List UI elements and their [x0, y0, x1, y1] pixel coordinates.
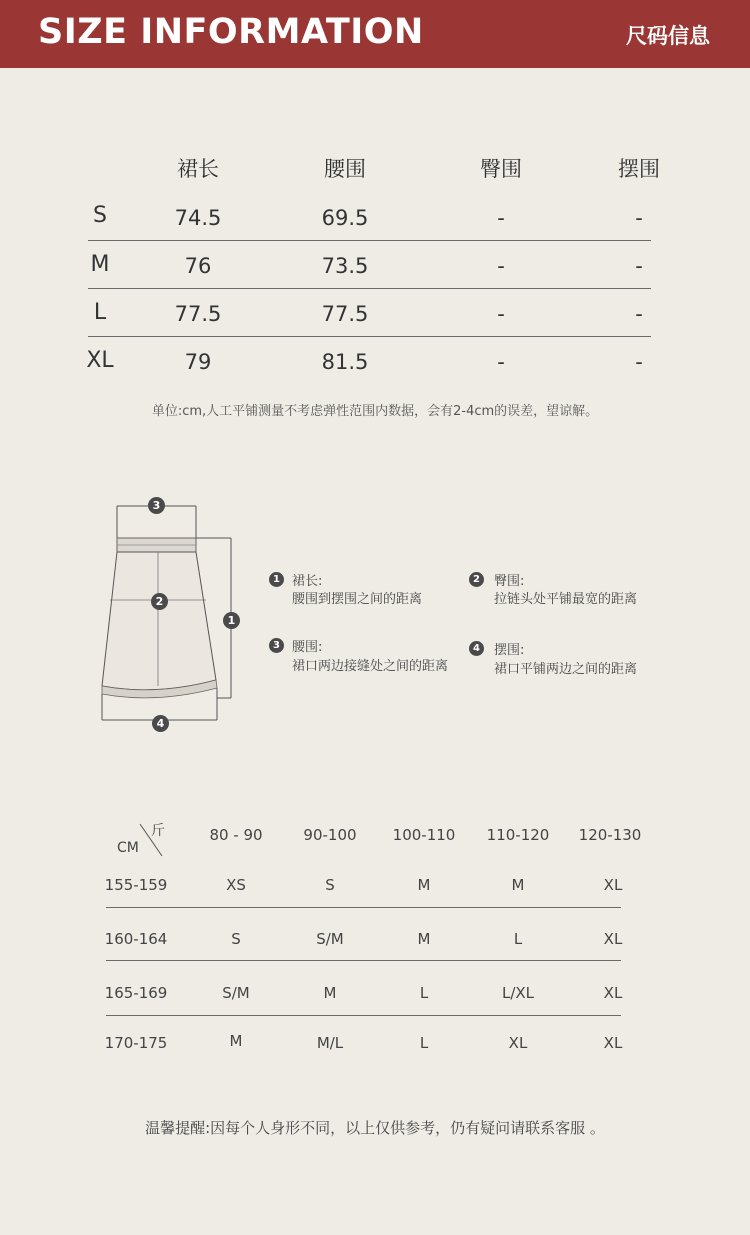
- marker-3-icon: 3: [148, 497, 165, 514]
- marker-1-icon: 1: [223, 612, 240, 629]
- row-size-label: M: [90, 252, 110, 277]
- table-cell: -: [497, 254, 505, 278]
- table-cell: 69.5: [321, 206, 369, 230]
- legend-title: 裙长:: [292, 574, 323, 589]
- page-subtitle: 尺码信息: [626, 24, 710, 48]
- table-cell: S: [325, 876, 335, 894]
- row-size-label: S: [93, 203, 107, 228]
- col-header-length: 裙长: [177, 157, 219, 181]
- header-banner: [0, 0, 750, 68]
- marker-2-icon: 2: [151, 593, 168, 610]
- table-cell: L: [419, 984, 429, 1002]
- row-divider: [88, 240, 651, 241]
- table-cell: L: [419, 1034, 429, 1052]
- table-cell: 73.5: [321, 254, 369, 278]
- legend-text: 裙口平铺两边之间的距离: [494, 662, 638, 677]
- table-cell: M: [417, 876, 431, 894]
- table-cell: -: [497, 206, 505, 230]
- legend-text: 拉链头处平铺最宽的距离: [494, 592, 638, 607]
- table-cell: L/XL: [501, 984, 535, 1002]
- table-cell: M: [417, 930, 431, 948]
- row-divider: [106, 1015, 621, 1016]
- height-label: 165-169: [104, 984, 168, 1002]
- row-divider: [88, 288, 651, 289]
- table-cell: XL: [603, 984, 623, 1002]
- table-cell: XL: [603, 930, 623, 948]
- table-cell: 74.5: [174, 206, 222, 230]
- page-title: SIZE INFORMATION: [38, 12, 424, 52]
- corner-height-label: CM: [117, 840, 139, 856]
- height-label: 160-164: [104, 930, 168, 948]
- table-cell: XL: [603, 1034, 623, 1052]
- height-label: 170-175: [104, 1034, 168, 1052]
- col-header-hip: 臀围: [480, 157, 522, 181]
- table-cell: 76: [184, 254, 212, 278]
- legend-title: 臀围:: [494, 574, 525, 589]
- table-cell: S/M: [316, 930, 344, 948]
- row-divider: [88, 336, 651, 337]
- corner-divider: [138, 822, 164, 858]
- table-cell: XS: [226, 876, 246, 894]
- table-cell: S: [231, 930, 241, 948]
- marker-4-icon: 4: [152, 715, 169, 732]
- weight-header: 100-110: [392, 826, 456, 844]
- table-cell: -: [635, 206, 643, 230]
- table-cell: 77.5: [321, 302, 369, 326]
- measurement-note: 单位:cm,人工平铺测量不考虑弹性范围内数据，会有2-4cm的误差，望谅解。: [151, 404, 599, 419]
- row-size-label: XL: [86, 348, 114, 373]
- legend-marker-1-icon: 1: [269, 572, 284, 587]
- table-cell: -: [635, 254, 643, 278]
- legend-text: 腰围到摆围之间的距离: [292, 592, 423, 607]
- col-header-hem: 摆围: [618, 157, 660, 181]
- table-cell: L: [513, 930, 523, 948]
- legend-marker-2-icon: 2: [469, 572, 484, 587]
- table-cell: -: [497, 350, 505, 374]
- weight-header: 90-100: [303, 826, 357, 844]
- height-label: 155-159: [104, 876, 168, 894]
- legend-title: 腰围:: [292, 640, 323, 655]
- row-divider: [106, 960, 621, 961]
- col-header-waist: 腰围: [324, 157, 366, 181]
- table-cell: 77.5: [174, 302, 222, 326]
- table-cell: XL: [603, 876, 623, 894]
- table-cell: M: [511, 876, 525, 894]
- row-size-label: L: [93, 300, 107, 325]
- corner-weight-label: 斤: [151, 823, 165, 839]
- table-cell: M: [323, 984, 337, 1002]
- weight-header: 80 - 90: [209, 826, 263, 844]
- legend-text: 裙口两边接缝处之间的距离: [292, 659, 449, 674]
- table-cell: XL: [508, 1034, 528, 1052]
- skirt-diagram: [90, 490, 250, 730]
- weight-header: 120-130: [578, 826, 642, 844]
- weight-header: 110-120: [486, 826, 550, 844]
- table-cell: 81.5: [321, 350, 369, 374]
- legend-marker-4-icon: 4: [469, 641, 484, 656]
- table-cell: M/L: [316, 1034, 344, 1052]
- table-cell: 79: [184, 350, 212, 374]
- reminder-footer: 温馨提醒:因每个人身形不同，以上仅供参考，仍有疑问请联系客服 。: [145, 1119, 605, 1137]
- table-cell: -: [635, 302, 643, 326]
- table-cell: S/M: [222, 984, 250, 1002]
- table-cell: -: [497, 302, 505, 326]
- legend-title: 摆围:: [494, 643, 525, 658]
- legend-marker-3-icon: 3: [269, 638, 284, 653]
- row-divider: [106, 907, 621, 908]
- table-cell: -: [635, 350, 643, 374]
- table-cell: M: [229, 1032, 243, 1050]
